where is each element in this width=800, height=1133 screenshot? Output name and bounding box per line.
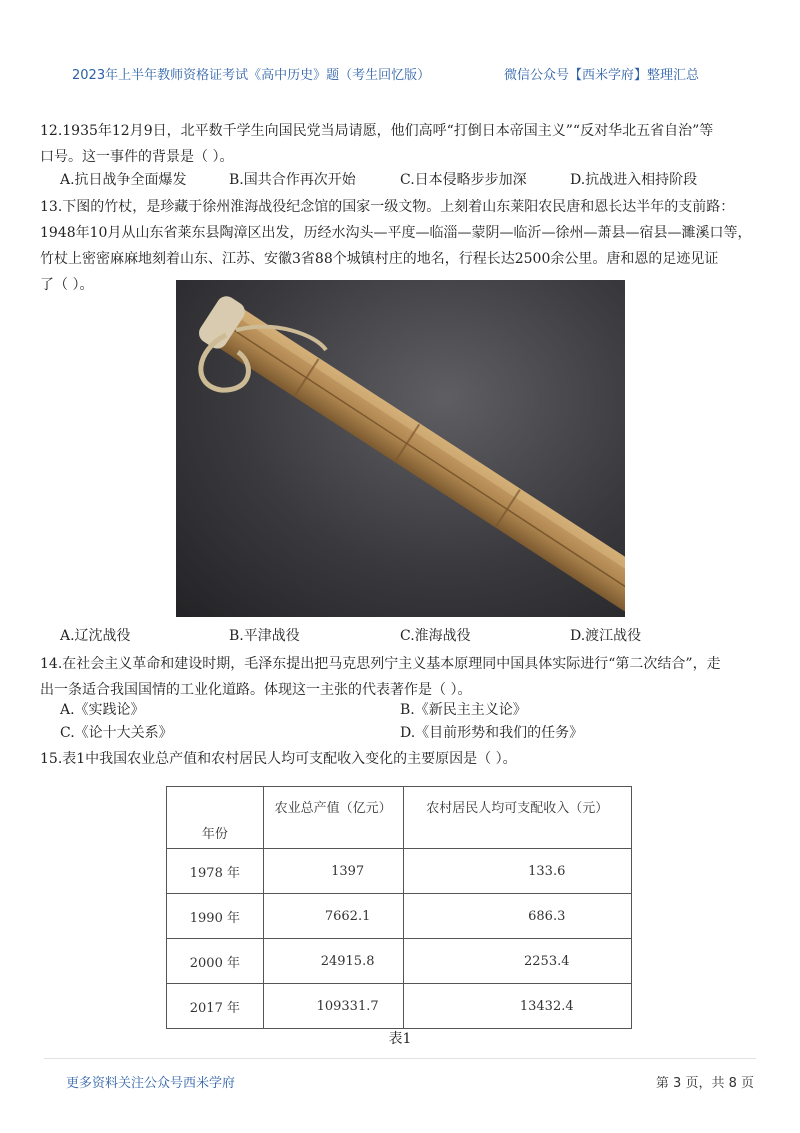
option-b[interactable]: B.平津战役 xyxy=(229,628,300,644)
question-14-options-row2 xyxy=(60,722,760,748)
question-line: 竹杖上密密麻麻地刻着山东、江苏、安徽3省88个城镇村庄的地名，行程长达2500余公里。唐和恩的足迹见证 xyxy=(40,251,719,267)
table-header-cell: 农村居民人均可支配收入（元） xyxy=(403,787,632,849)
table-header-row xyxy=(167,787,632,849)
table-cell: 2000 年 xyxy=(167,939,264,984)
footer-promo: 更多资料关注公众号西米学府 xyxy=(66,1076,236,1091)
bamboo-cane-photo xyxy=(176,280,625,617)
question-line: 14.在社会主义革命和建设时期，毛泽东提出把马克思列宁主义基本原理同中国具体实际进行“第二次结合”，走 xyxy=(40,656,721,672)
table-cell: 24915.8 xyxy=(263,939,403,984)
page-header xyxy=(0,64,800,88)
exam-title: 2023年上半年教师资格证考试《高中历史》题（考生回忆版） xyxy=(72,68,431,83)
option-c[interactable]: C.《论十大关系》 xyxy=(60,725,173,741)
table-cell: 1397 xyxy=(263,849,403,894)
question-line: 出一条适合我国国情的工业化道路。体现这一主张的代表著作是（ ）。 xyxy=(40,682,472,698)
option-a[interactable]: A.辽沈战役 xyxy=(60,628,131,644)
table-cell: 133.6 xyxy=(403,849,632,894)
table-cell: 2253.4 xyxy=(403,939,632,984)
table-row xyxy=(167,894,632,939)
table-cell: 109331.7 xyxy=(263,984,403,1029)
table-header-cell: 年份 xyxy=(167,787,264,849)
question-15 xyxy=(40,746,760,772)
page-number: 第 3 页，共 8 页 xyxy=(655,1076,754,1091)
table-cell: 1978 年 xyxy=(167,849,264,894)
question-line: 12.1935年12月9日，北平数千学生向国民党当局请愿，他们高呼“打倒日本帝国主义”“反对华北五省自治”等 xyxy=(40,123,714,139)
question-line: 1948年10月从山东省莱东县陶漳区出发，历经水沟头—平度—临淄—蒙阴—临沂—徐州—萧县—宿县—濉溪口等， xyxy=(40,225,752,241)
option-b[interactable]: B.国共合作再次开始 xyxy=(229,172,356,188)
table-row xyxy=(167,939,632,984)
table-row xyxy=(167,984,632,1029)
source-label: 微信公众号【西米学府】整理汇总 xyxy=(504,68,700,83)
table-caption: 表1 xyxy=(388,1031,412,1047)
option-a[interactable]: A.《实践论》 xyxy=(60,702,145,718)
question-line: 口号。这一事件的背景是（ ）。 xyxy=(40,149,234,165)
question-14 xyxy=(40,651,760,703)
table-cell: 2017 年 xyxy=(167,984,264,1029)
question-line: 了（ ）。 xyxy=(40,277,94,293)
table-header-cell: 农业总产值（亿元） xyxy=(263,787,403,849)
footer-divider xyxy=(44,1058,756,1059)
option-b[interactable]: B.《新民主主义论》 xyxy=(400,702,527,718)
question-12 xyxy=(40,118,760,170)
question-12-options xyxy=(60,169,760,195)
option-a[interactable]: A.抗日战争全面爆发 xyxy=(60,172,187,188)
bamboo-cane-illustration xyxy=(176,280,625,617)
table-cell: 686.3 xyxy=(403,894,632,939)
question-13-options xyxy=(60,625,760,651)
table-row xyxy=(167,849,632,894)
data-table xyxy=(166,786,632,1029)
option-c[interactable]: C.日本侵略步步加深 xyxy=(400,172,527,188)
question-line: 13.下图的竹杖，是珍藏于徐州淮海战役纪念馆的国家一级文物。上刻着山东莱阳农民唐和恩长达半年的支前路： xyxy=(40,199,735,215)
table-cell: 7662.1 xyxy=(263,894,403,939)
option-c[interactable]: C.淮海战役 xyxy=(400,628,471,644)
option-d[interactable]: D.抗战进入相持阶段 xyxy=(570,172,698,188)
table-cell: 13432.4 xyxy=(403,984,632,1029)
question-line: 15.表1中我国农业总产值和农村居民人均可支配收入变化的主要原因是（ ）。 xyxy=(40,751,517,767)
table-cell: 1990 年 xyxy=(167,894,264,939)
option-d[interactable]: D.《目前形势和我们的任务》 xyxy=(400,725,584,741)
option-d[interactable]: D.渡江战役 xyxy=(570,628,642,644)
